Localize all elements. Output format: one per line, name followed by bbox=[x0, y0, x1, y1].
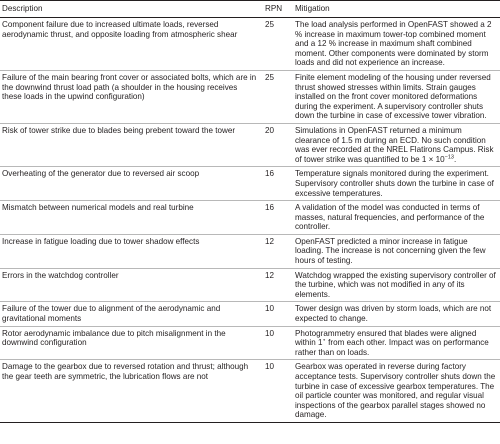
row-description: Overheating of the generator due to reversed air scoop bbox=[0, 167, 261, 201]
header-description: Description bbox=[0, 1, 261, 18]
table-row bbox=[0, 201, 500, 235]
row-mitigation: A validation of the model was conducted in terms of masses, natural frequencies, and performance of the controller. bbox=[291, 201, 500, 235]
table-row bbox=[0, 18, 500, 71]
row-mitigation: Watchdog wrapped the existing supervisory controller of the turbine, which was not modified in any of its elements. bbox=[291, 268, 500, 302]
row-rpn: 10 bbox=[261, 326, 291, 360]
row-mitigation bbox=[291, 326, 500, 360]
row-rpn: 20 bbox=[261, 123, 291, 166]
row-mitigation: The load analysis performed in OpenFAST showed a 2 % increase in maximum tower-top combined moment and a 12 % increase in maximum shaft combined moment. Other components were dominated by storm loads and did not experience an increase. bbox=[291, 18, 500, 71]
table-header-row bbox=[0, 1, 500, 18]
row-rpn: 16 bbox=[261, 201, 291, 235]
row-mitigation: Tower design was driven by storm loads, which are not expected to change. bbox=[291, 302, 500, 326]
row-description: Failure of the tower due to alignment of the aerodynamic and gravitational moments bbox=[0, 302, 261, 326]
table-row bbox=[0, 123, 500, 166]
row-description: Increase in fatigue loading due to tower shadow effects bbox=[0, 234, 261, 268]
row-description: Component failure due to increased ultimate loads, reversed aerodynamic thrust, and opposite loading from atmospheric shear bbox=[0, 18, 261, 71]
row-rpn: 25 bbox=[261, 70, 291, 123]
table-row bbox=[0, 234, 500, 268]
row-description: Risk of tower strike due to blades being prebent toward the tower bbox=[0, 123, 261, 166]
header-mitigation: Mitigation bbox=[291, 1, 500, 18]
row-rpn: 25 bbox=[261, 18, 291, 71]
mitigation-text: Photogrammetry ensured that blades were aligned within 1 bbox=[295, 328, 477, 348]
mitigation-text: Simulations in OpenFAST returned a minimum clearance of 1.5 m during an ECD. No such condition was ever recorded at the NREL Flatirons Campus. Risk of tower strike was quantified to be 1 × 10 bbox=[295, 125, 494, 164]
row-description: Failure of the main bearing front cover or associated bolts, which are in the downwind thrust load path (a shoulder in the housing receives these loads in the upwind configuration) bbox=[0, 70, 261, 123]
row-rpn: 12 bbox=[261, 268, 291, 302]
row-mitigation: OpenFAST predicted a minor increase in fatigue loading. The increase is not concerning given the few hours of testing. bbox=[291, 234, 500, 268]
row-mitigation: Temperature signals monitored during the experiment. Supervisory controller shuts down the turbine in case of excessive temperatures. bbox=[291, 167, 500, 201]
table-row bbox=[0, 268, 500, 302]
degree-symbol: ∘ bbox=[322, 337, 326, 344]
row-description: Errors in the watchdog controller bbox=[0, 268, 261, 302]
table-row bbox=[0, 167, 500, 201]
row-rpn: 10 bbox=[261, 302, 291, 326]
row-mitigation: Gearbox was operated in reverse during factory acceptance tests. Supervisory controller shuts down the turbine in case of excessive gearbox temperatures. The oil particle counter was monitored, and regular visual inspections of the gearbox parallel stages showed no damage. bbox=[291, 360, 500, 423]
exponent: −13 bbox=[444, 154, 454, 161]
table-row bbox=[0, 326, 500, 360]
table-row bbox=[0, 302, 500, 326]
table-row bbox=[0, 360, 500, 423]
row-rpn: 12 bbox=[261, 234, 291, 268]
row-rpn: 10 bbox=[261, 360, 291, 423]
row-description: Rotor aerodynamic imbalance due to pitch misalignment in the downwind configuration bbox=[0, 326, 261, 360]
row-description: Mismatch between numerical models and real turbine bbox=[0, 201, 261, 235]
row-mitigation bbox=[291, 123, 500, 166]
row-mitigation: Finite element modeling of the housing under reversed thrust showed stresses within limits. Strain gauges installed on the front cover monitored deformations during the experiment. A supervisory controller shuts down the turbine in case of excessive tower vibration. bbox=[291, 70, 500, 123]
table-row bbox=[0, 70, 500, 123]
row-description: Damage to the gearbox due to reversed rotation and thrust; although the gear teeth are symmetric, the lubrication flows are not bbox=[0, 360, 261, 423]
header-rpn: RPN bbox=[261, 1, 291, 18]
mitigation-text-end: from each other. Impact was on performance rather than on loads. bbox=[295, 338, 489, 357]
mitigation-text-end: . bbox=[453, 154, 457, 164]
row-rpn: 16 bbox=[261, 167, 291, 201]
